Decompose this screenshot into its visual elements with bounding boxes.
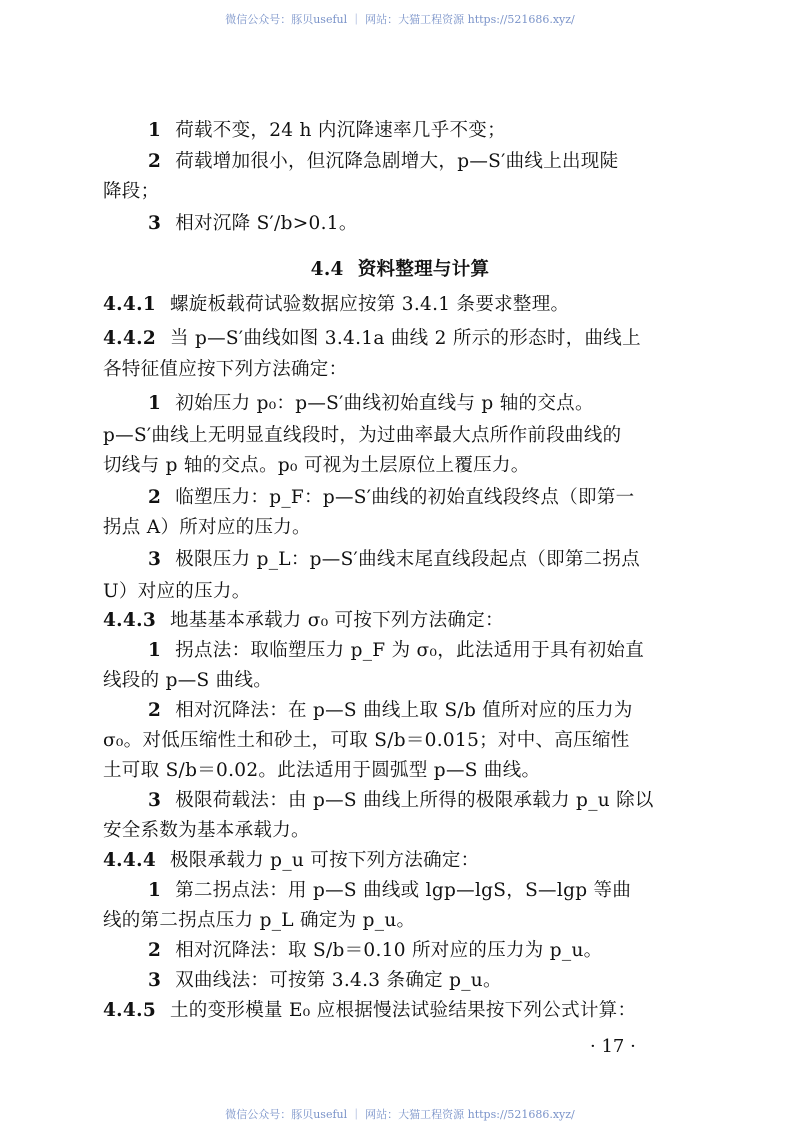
text-line	[103, 760, 540, 782]
text-line	[148, 393, 594, 415]
text-line	[148, 880, 631, 902]
clause-number: 4.4.3	[103, 610, 156, 631]
line-text: 当 p—S′曲线如图 3.4.1a 曲线 2 所示的形态时，曲线上	[170, 328, 641, 349]
text-line	[103, 1000, 636, 1022]
clause-number: 2	[148, 700, 162, 721]
line-text: σ₀。对低压缩性土和砂土，可取 S/b＝0.015；对中、高压缩性	[103, 730, 630, 751]
line-text: 安全系数为基本承载力。	[103, 820, 310, 841]
line-text: 初始压力 p₀：p—S′曲线初始直线与 p 轴的交点。	[175, 393, 594, 414]
text-line	[103, 850, 479, 872]
line-text: U）对应的压力。	[103, 581, 251, 602]
clause-number: 1	[148, 880, 162, 901]
line-text: 资料整理与计算	[357, 259, 490, 280]
text-line	[148, 790, 654, 812]
text-line	[103, 294, 569, 316]
text-line	[103, 181, 159, 203]
line-text: 极限承载力 p_u 可按下列方法确定：	[170, 850, 480, 871]
text-line	[148, 487, 634, 509]
text-line	[148, 940, 602, 962]
text-line	[103, 670, 272, 692]
clause-number: 4.4.2	[103, 328, 156, 349]
text-line	[148, 970, 502, 992]
page-number: · 17 ·	[590, 1036, 636, 1057]
section-heading	[0, 259, 800, 281]
text-line	[103, 610, 504, 632]
line-text: 极限荷载法：由 p—S 曲线上所得的极限承载力 p_u 除以	[175, 790, 654, 811]
text-line	[103, 328, 641, 350]
clause-number: 3	[148, 970, 162, 991]
line-text: 相对沉降法：在 p—S 曲线上取 S/b 值所对应的压力为	[175, 700, 633, 721]
clause-number: 4.4.1	[103, 294, 156, 315]
line-text: 相对沉降 S′/b>0.1。	[175, 213, 358, 234]
clause-number: 1	[148, 393, 162, 414]
line-text: 第二拐点法：用 p—S 曲线或 lgp—lgS，S—lgp 等曲	[175, 880, 632, 901]
line-text: p—S′曲线上无明显直线段时，为过曲率最大点所作前段曲线的	[103, 425, 622, 446]
clause-number: 2	[148, 151, 162, 172]
line-text: 临塑压力：p_F：p—S′曲线的初始直线段终点（即第一	[175, 487, 635, 508]
line-text: 荷载不变，24 h 内沉降速率几乎不变；	[175, 120, 506, 141]
line-text: 各特征值应按下列方法确定：	[103, 359, 348, 380]
text-line	[148, 120, 506, 142]
line-text: 双曲线法：可按第 3.4.3 条确定 p_u。	[175, 970, 502, 991]
watermark-bottom: 微信公众号：豚贝useful ｜ 网站：大猫工程资源 https://521686.xyz/	[225, 1108, 575, 1121]
text-line	[103, 359, 347, 381]
line-text: 线段的 p—S 曲线。	[103, 670, 273, 691]
text-line	[148, 549, 640, 571]
clause-number: 2	[148, 487, 162, 508]
line-text: 极限压力 p_L：p—S′曲线末尾直线段起点（即第二拐点	[175, 549, 641, 570]
line-text: 土的变形模量 E₀ 应根据慢法试验结果按下列公式计算：	[170, 1000, 637, 1021]
line-text: 地基基本承载力 σ₀ 可按下列方法确定：	[170, 610, 504, 631]
line-text: 降段；	[103, 181, 160, 202]
line-text: 螺旋板载荷试验数据应按第 3.4.1 条要求整理。	[170, 294, 570, 315]
clause-number: 4.4.4	[103, 850, 156, 871]
clause-number: 3	[148, 213, 162, 234]
clause-number: 2	[148, 940, 162, 961]
text-line	[148, 640, 644, 662]
text-line	[148, 213, 358, 235]
text-line	[103, 455, 530, 477]
clause-number: 3	[148, 790, 162, 811]
line-text: 拐点 A）所对应的压力。	[103, 517, 311, 538]
line-text: 拐点法：取临塑压力 p_F 为 σ₀，此法适用于具有初始直	[175, 640, 645, 661]
line-text: 相对沉降法：取 S/b＝0.10 所对应的压力为 p_u。	[175, 940, 603, 961]
text-line	[148, 151, 618, 173]
clause-number: 4.4	[310, 259, 344, 280]
text-line	[103, 910, 415, 932]
clause-number: 1	[148, 640, 162, 661]
text-line	[103, 820, 310, 842]
clause-number: 3	[148, 549, 162, 570]
clause-number: 1	[148, 120, 162, 141]
text-line	[103, 581, 251, 603]
text-line	[103, 517, 311, 539]
line-text: 切线与 p 轴的交点。p₀ 可视为土层原位上覆压力。	[103, 455, 530, 476]
line-text: 土可取 S/b＝0.02。此法适用于圆弧型 p—S 曲线。	[103, 760, 541, 781]
text-line	[148, 700, 633, 722]
watermark-top: 微信公众号：豚贝useful ｜ 网站：大猫工程资源 https://521686.xyz/	[225, 13, 575, 26]
clause-number: 4.4.5	[103, 1000, 156, 1021]
text-line	[103, 730, 630, 752]
line-text: 线的第二拐点压力 p_L 确定为 p_u。	[103, 910, 416, 931]
line-text: 荷载增加很小，但沉降急剧增大，p—S′曲线上出现陡	[175, 151, 619, 172]
text-line	[103, 425, 621, 447]
